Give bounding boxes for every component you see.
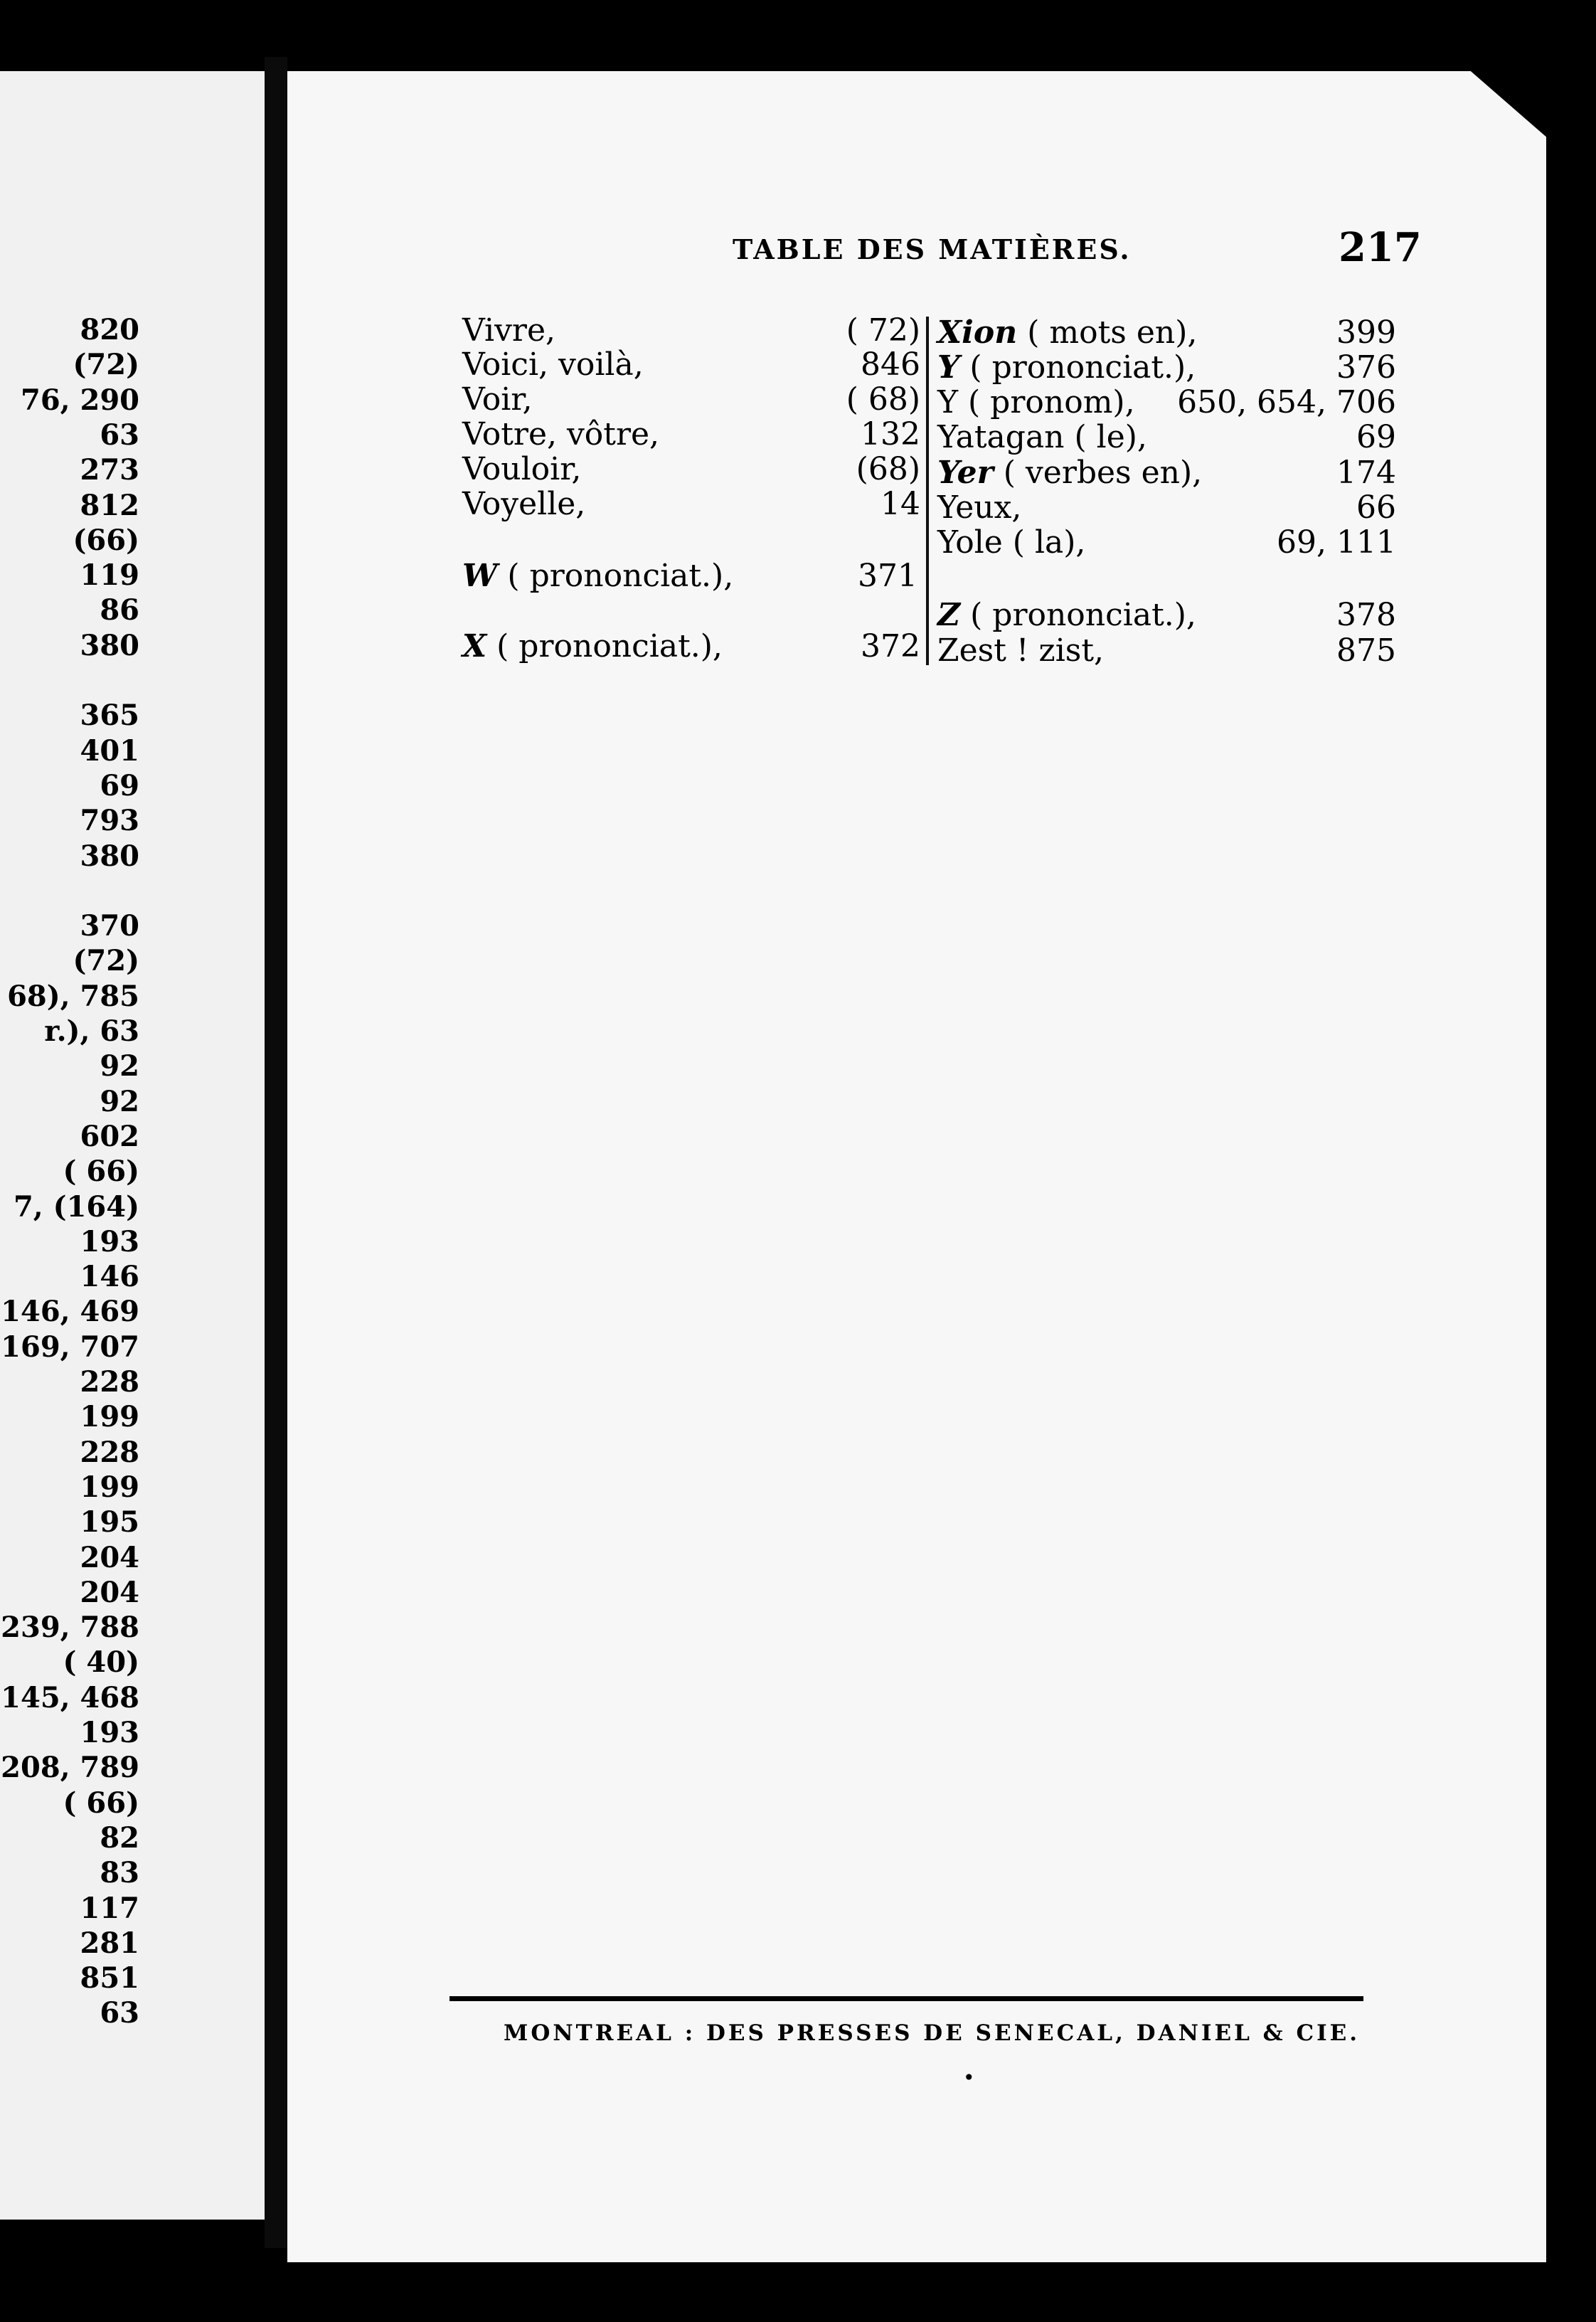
- index-entry: [937, 525, 1396, 561]
- left-page-number: 820: [80, 313, 139, 346]
- column-divider: [926, 317, 929, 665]
- entry-page: 69: [1356, 419, 1396, 455]
- left-page-number: 63: [100, 1996, 139, 2030]
- entry-term: Voyelle,: [462, 486, 586, 522]
- left-page-number: 169, 707: [1, 1330, 139, 1364]
- index-entry: [937, 598, 1396, 633]
- entry-page: 376: [1336, 349, 1396, 386]
- left-page-number: 812: [80, 488, 139, 522]
- index-entry: [462, 417, 920, 452]
- left-page-number: 793: [80, 804, 139, 838]
- index-entry: [462, 558, 917, 594]
- entry-page: 371: [858, 558, 917, 594]
- index-entry: [937, 490, 1396, 526]
- entry-page: (68): [856, 451, 920, 487]
- left-page-number: 204: [80, 1575, 139, 1609]
- index-entry: [937, 420, 1396, 455]
- entry-term: Yole ( la),: [937, 524, 1086, 561]
- left-page-number: (72): [73, 944, 139, 978]
- index-entry: [462, 382, 920, 418]
- entry-term: Y ( prononciat.),: [937, 349, 1196, 386]
- left-page-number: 83: [100, 1856, 139, 1890]
- left-page-number: 199: [80, 1400, 139, 1434]
- left-page-number: 851: [80, 1961, 139, 1995]
- entry-term: W ( prononciat.),: [462, 558, 734, 594]
- left-page-number: 195: [80, 1505, 139, 1539]
- entry-term: Zest ! zist,: [937, 632, 1105, 669]
- entry-term: Vouloir,: [462, 451, 582, 487]
- left-page-number: 146: [80, 1260, 139, 1294]
- index-entry: [937, 315, 1396, 351]
- left-page: [0, 71, 265, 2220]
- left-page-number-column: [0, 71, 265, 2220]
- index-entry: [937, 350, 1396, 386]
- entry-term: Yer ( verbes en),: [937, 455, 1203, 491]
- entry-page: 378: [1336, 597, 1396, 633]
- index-entry: [937, 455, 1396, 491]
- left-page-number: 239, 788: [1, 1611, 139, 1645]
- page-header: TABLE DES MATIÈRES.: [733, 233, 1132, 265]
- left-page-number: 7, (164): [13, 1189, 139, 1224]
- entry-term: Z ( prononciat.),: [937, 597, 1196, 633]
- left-page-number: 602: [80, 1119, 139, 1153]
- entry-page: 14: [881, 486, 920, 522]
- left-page-number: 92: [100, 1084, 139, 1118]
- entry-letter: Yer: [937, 455, 994, 491]
- entry-letter: Y: [937, 349, 960, 386]
- index-entry: [462, 347, 920, 383]
- entry-letter: W: [462, 558, 498, 594]
- printer-imprint: MONTREAL : DES PRESSES DE SENECAL, DANIEL & CIE.: [504, 2020, 1361, 2046]
- entry-page: ( 72): [846, 312, 920, 349]
- entry-term: X ( prononciat.),: [462, 628, 723, 664]
- index-entry: [462, 629, 920, 664]
- entry-page: ( 68): [846, 381, 920, 418]
- left-page-number: 380: [80, 839, 139, 873]
- entry-page: 174: [1336, 455, 1396, 491]
- entry-page: 846: [861, 346, 920, 383]
- left-page-number: 228: [80, 1365, 139, 1399]
- left-page-number: 82: [100, 1820, 139, 1855]
- index-entry: [462, 452, 920, 487]
- index-entry: [937, 633, 1396, 669]
- left-page-number: ( 66): [63, 1155, 139, 1189]
- entry-page: 66: [1356, 489, 1396, 526]
- entry-page: 372: [861, 628, 920, 664]
- index-entry: [462, 487, 920, 522]
- entry-term: Vivre,: [462, 312, 555, 349]
- left-page-number: 401: [80, 733, 139, 768]
- left-page-number: (72): [73, 348, 139, 382]
- ornament: •: [963, 2066, 975, 2089]
- left-page-number: 228: [80, 1435, 139, 1469]
- entry-term: Y ( pronom),: [937, 384, 1135, 420]
- left-page-number: 208, 789: [1, 1751, 139, 1785]
- left-page-number: 193: [80, 1716, 139, 1749]
- left-page-number: 380: [80, 628, 139, 662]
- entry-page: 69, 111: [1277, 524, 1396, 561]
- entry-page: 650, 654, 706: [1177, 384, 1396, 420]
- entry-letter: Xion: [937, 314, 1018, 351]
- left-page-number: ( 66): [63, 1786, 139, 1820]
- left-page-number: ( 40): [63, 1645, 139, 1680]
- left-page-number: 204: [80, 1540, 139, 1574]
- left-page-number: 193: [80, 1224, 139, 1258]
- left-page-number: 199: [80, 1470, 139, 1504]
- footer-rule: [449, 1996, 1363, 2001]
- entry-term: Voici, voilà,: [462, 346, 644, 383]
- left-page-number: 68), 785: [7, 979, 139, 1013]
- left-page-number: 145, 468: [1, 1680, 139, 1714]
- index-entry: [937, 385, 1396, 420]
- entry-term: Yatagan ( le),: [937, 419, 1147, 455]
- left-page-number: 117: [80, 1891, 139, 1925]
- left-page-number: 86: [100, 593, 139, 627]
- book-spine: [265, 57, 287, 2248]
- entry-letter: X: [462, 628, 487, 664]
- entry-page: 399: [1336, 314, 1396, 351]
- entry-term: Votre, vôtre,: [462, 416, 660, 452]
- left-page-number: 365: [80, 699, 139, 733]
- entry-page: 875: [1336, 632, 1396, 669]
- left-page-number: 69: [100, 768, 139, 802]
- left-page-number: 63: [100, 418, 139, 452]
- left-page-number: 76, 290: [20, 383, 139, 417]
- entry-term: Voir,: [462, 381, 533, 418]
- entry-letter: Z: [937, 597, 961, 633]
- left-page-number: 370: [80, 909, 139, 943]
- left-page-number: 281: [80, 1926, 139, 1960]
- index-entry: [462, 313, 920, 349]
- left-page-number: r.), 63: [44, 1014, 139, 1048]
- entry-page: 132: [861, 416, 920, 452]
- left-page-number: (66): [73, 523, 139, 557]
- left-page-number: 146, 469: [1, 1295, 139, 1329]
- left-page-number: 92: [100, 1049, 139, 1083]
- entry-term: Yeux,: [937, 489, 1022, 526]
- left-page-number: 273: [80, 453, 139, 487]
- left-page-number: 119: [80, 558, 139, 593]
- entry-term: Xion ( mots en),: [937, 314, 1198, 351]
- page-number: 217: [1339, 224, 1422, 271]
